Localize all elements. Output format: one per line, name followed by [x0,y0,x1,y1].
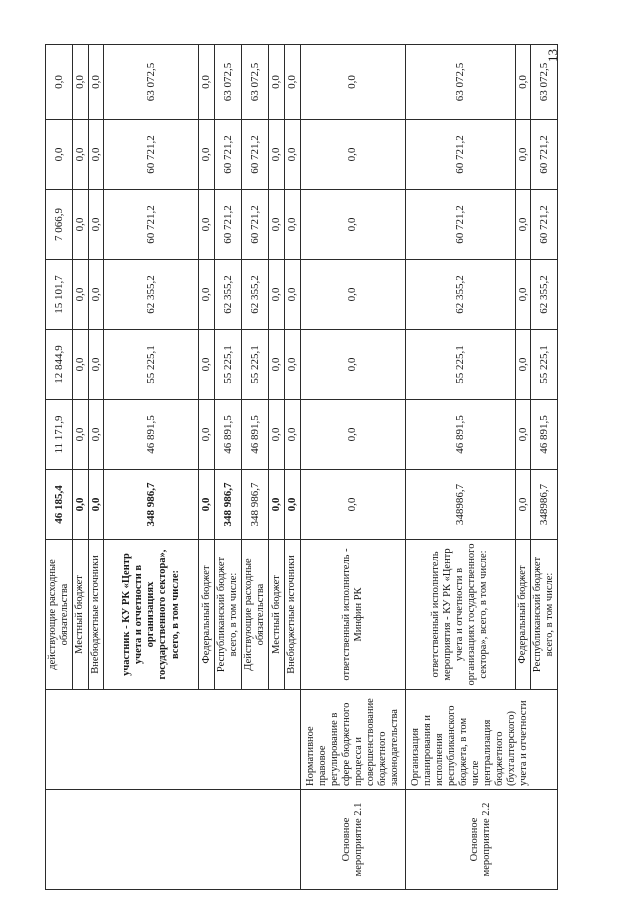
row-label: Федеральный бюджет [199,540,215,690]
value-cell: 0,0 [199,260,215,330]
value-cell: 0,0 [300,120,405,190]
row-label: ответственный исполнитель - Минфин РК [300,540,405,690]
value-cell: 60 721,2 [405,120,515,190]
value-cell: 348986,7 [531,470,558,540]
value-cell: 0,0 [199,190,215,260]
value-cell: 0,0 [269,330,285,400]
value-cell: 60 721,2 [104,190,199,260]
value-cell: 7 066,9 [46,190,73,260]
value-cell: 60 721,2 [104,120,199,190]
value-cell: 62 355,2 [215,260,242,330]
value-cell: 0,0 [269,190,285,260]
name-cell-empty [46,690,301,790]
row-label: Внебюджетные источники [88,540,104,690]
value-cell: 0,0 [88,330,104,400]
value-cell: 60 721,2 [531,190,558,260]
value-cell: 348 986,7 [104,470,199,540]
measure-status: Основное мероприятие 2.1 [300,790,405,890]
value-cell: 60 721,2 [215,120,242,190]
value-cell: 63 072,5 [531,45,558,120]
row-label: Действующие расходные обязательства [242,540,269,690]
value-cell: 0,0 [199,330,215,400]
row-label: Местный бюджет [73,540,89,690]
value-cell: 0,0 [199,45,215,120]
value-cell: 0,0 [269,260,285,330]
value-cell: 0,0 [300,400,405,470]
value-cell: 0,0 [515,260,531,330]
value-cell: 63 072,5 [405,45,515,120]
value-cell: 0,0 [284,400,300,470]
value-cell: 46 891,5 [531,400,558,470]
value-cell: 0,0 [269,45,285,120]
value-cell: 348 986,7 [215,470,242,540]
table-row [405,45,515,890]
value-cell: 62 355,2 [405,260,515,330]
value-cell: 0,0 [300,260,405,330]
table-row [46,45,73,890]
value-cell: 0,0 [199,470,215,540]
value-cell: 0,0 [515,400,531,470]
value-cell: 55 225,1 [531,330,558,400]
value-cell: 0,0 [284,190,300,260]
value-cell: 0,0 [199,120,215,190]
value-cell: 46 891,5 [405,400,515,470]
value-cell: 46 891,5 [104,400,199,470]
value-cell: 0,0 [269,470,285,540]
budget-table [45,44,558,890]
value-cell: 15 101,7 [46,260,73,330]
value-cell: 0,0 [73,190,89,260]
value-cell: 0,0 [88,470,104,540]
value-cell: 60 721,2 [242,190,269,260]
value-cell: 12 844,9 [46,330,73,400]
value-cell: 0,0 [88,400,104,470]
value-cell: 0,0 [73,330,89,400]
value-cell: 0,0 [88,120,104,190]
value-cell: 0,0 [73,120,89,190]
value-cell: 0,0 [73,470,89,540]
row-label: участник - КУ РК «Центр учета и отчетности в организациях государственного сектора», всего, в том числе: [104,540,199,690]
value-cell: 0,0 [88,260,104,330]
value-cell: 0,0 [284,120,300,190]
value-cell: 0,0 [46,120,73,190]
value-cell: 62 355,2 [242,260,269,330]
value-cell: 60 721,2 [242,120,269,190]
value-cell: 0,0 [46,45,73,120]
value-cell: 46 891,5 [242,400,269,470]
row-label: действующие расходные обязательства [46,540,73,690]
value-cell: 0,0 [515,470,531,540]
value-cell: 60 721,2 [531,120,558,190]
value-cell: 46 891,5 [215,400,242,470]
value-cell: 0,0 [73,260,89,330]
measure-name: Нормативное правовое регулирование в сфере бюджетного процесса и совершенствование бюджетного законодательства [300,690,405,790]
status-cell-empty [46,790,301,890]
row-label: Республиканский бюджет всего, в том числе: [531,540,558,690]
table-row [300,45,405,890]
value-cell: 0,0 [73,400,89,470]
value-cell: 62 355,2 [104,260,199,330]
row-label: Местный бюджет [269,540,285,690]
value-cell: 0,0 [284,330,300,400]
measure-name: Организация планирования и исполнения республиканского бюджета, в том числе централизация бюджетного (бухгалтерского) учета и отчетности [405,690,558,790]
value-cell: 62 355,2 [531,260,558,330]
value-cell: 0,0 [284,260,300,330]
value-cell: 0,0 [88,45,104,120]
measure-status: Основное мероприятие 2.2 [405,790,558,890]
value-cell: 0,0 [515,190,531,260]
row-label: Федеральный бюджет [515,540,531,690]
value-cell: 0,0 [73,45,89,120]
value-cell: 0,0 [269,120,285,190]
value-cell: 60 721,2 [405,190,515,260]
value-cell: 0,0 [269,400,285,470]
value-cell: 348986,7 [405,470,515,540]
value-cell: 0,0 [300,470,405,540]
value-cell: 0,0 [515,330,531,400]
value-cell: 0,0 [515,120,531,190]
value-cell: 0,0 [199,400,215,470]
value-cell: 63 072,5 [242,45,269,120]
value-cell: 0,0 [284,45,300,120]
value-cell: 60 721,2 [215,190,242,260]
page-number: 13 [545,49,560,62]
value-cell: 0,0 [284,470,300,540]
value-cell: 348 986,7 [242,470,269,540]
value-cell: 0,0 [515,45,531,120]
row-label: Республиканский бюджет всего, в том числе: [215,540,242,690]
value-cell: 63 072,5 [215,45,242,120]
row-label: ответственный исполнитель мероприятия - КУ РК «Центр учета и отчетности в организациях государственного сектора», всего, в том числе: [405,540,515,690]
value-cell: 55 225,1 [104,330,199,400]
value-cell: 0,0 [300,330,405,400]
value-cell: 55 225,1 [215,330,242,400]
value-cell: 55 225,1 [242,330,269,400]
value-cell: 46 185,4 [46,470,73,540]
row-label: Внебюджетные источники [284,540,300,690]
value-cell: 63 072,5 [104,45,199,120]
value-cell: 55 225,1 [405,330,515,400]
value-cell: 0,0 [300,45,405,120]
value-cell: 0,0 [300,190,405,260]
value-cell: 0,0 [88,190,104,260]
value-cell: 11 171,9 [46,400,73,470]
